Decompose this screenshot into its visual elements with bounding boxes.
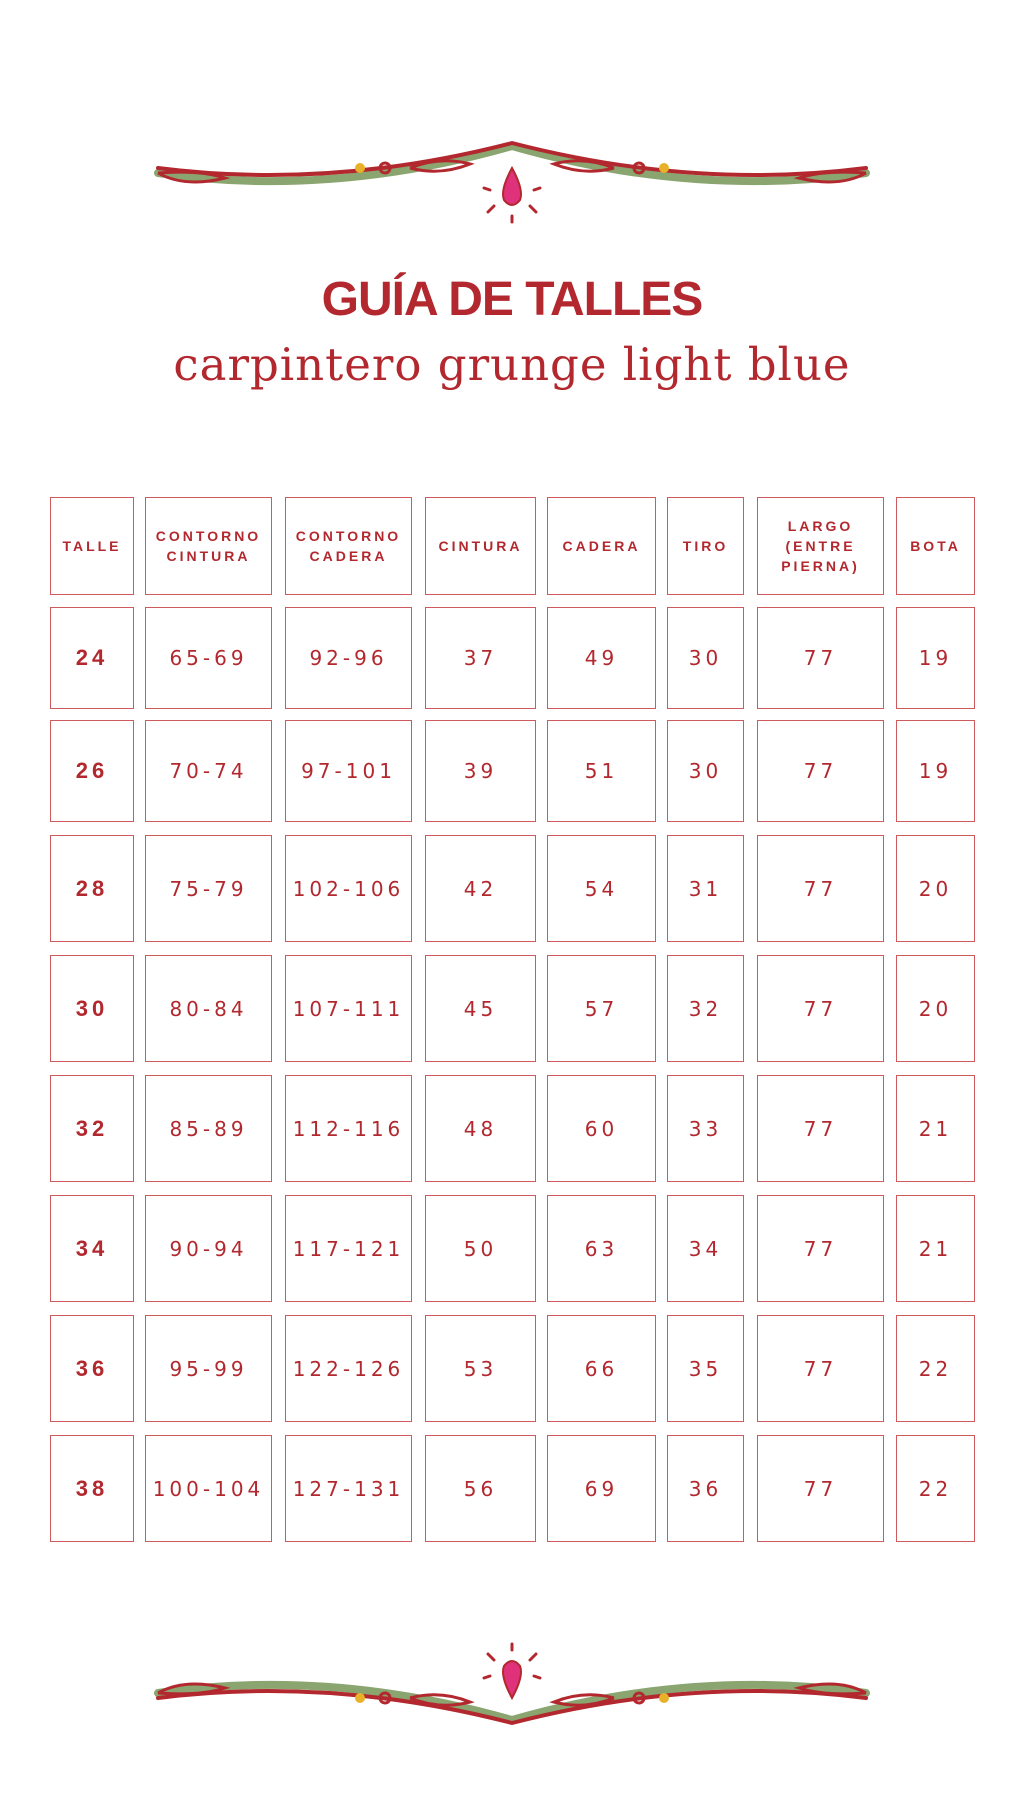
table-cell-cadera: 66: [547, 1315, 656, 1422]
table-cell-cadera: 54: [547, 835, 656, 942]
gem-icon: [484, 1644, 540, 1698]
table-cell-contorno-cadera: 92-96: [285, 607, 412, 709]
header-cell-largo: LARGO (ENTRE PIERNA): [757, 497, 884, 595]
gem-icon: [484, 168, 540, 222]
table-cell-cintura: 53: [425, 1315, 536, 1422]
table-cell-cadera: 63: [547, 1195, 656, 1302]
table-cell-tiro: 36: [667, 1435, 744, 1542]
table-cell-contorno-cadera: 107-111: [285, 955, 412, 1062]
header-cell-bota: BOTA: [896, 497, 975, 595]
table-cell-largo: 77: [757, 1315, 884, 1422]
table-cell-talle: 32: [50, 1075, 134, 1182]
table-cell-bota: 20: [896, 835, 975, 942]
header-cell-contorno-cintura: CONTORNO CINTURA: [145, 497, 272, 595]
table-cell-largo: 77: [757, 607, 884, 709]
table-cell-talle: 24: [50, 607, 134, 709]
table-cell-cintura: 50: [425, 1195, 536, 1302]
page-title: GUÍA DE TALLES: [321, 273, 703, 326]
table-cell-talle: 36: [50, 1315, 134, 1422]
table-cell-largo: 77: [757, 720, 884, 822]
table-cell-contorno-cintura: 80-84: [145, 955, 272, 1062]
table-cell-largo: 77: [757, 1435, 884, 1542]
table-cell-cadera: 49: [547, 607, 656, 709]
table-cell-contorno-cadera: 112-116: [285, 1075, 412, 1182]
table-cell-talle: 30: [50, 955, 134, 1062]
table-cell-contorno-cintura: 65-69: [145, 607, 272, 709]
table-cell-tiro: 30: [667, 720, 744, 822]
header-cell-contorno-cadera: CONTORNO CADERA: [285, 497, 412, 595]
table-cell-largo: 77: [757, 955, 884, 1062]
table-cell-cadera: 60: [547, 1075, 656, 1182]
table-cell-cadera: 69: [547, 1435, 656, 1542]
bottom-ornament: [0, 1628, 1024, 1738]
table-cell-largo: 77: [757, 835, 884, 942]
table-cell-bota: 19: [896, 607, 975, 709]
table-cell-contorno-cadera: 117-121: [285, 1195, 412, 1302]
table-cell-tiro: 31: [667, 835, 744, 942]
table-cell-contorno-cintura: 95-99: [145, 1315, 272, 1422]
table-cell-contorno-cintura: 75-79: [145, 835, 272, 942]
table-cell-cadera: 57: [547, 955, 656, 1062]
table-cell-cintura: 48: [425, 1075, 536, 1182]
header-cell-cintura: CINTURA: [425, 497, 536, 595]
page-subtitle: carpintero grunge light blue: [173, 338, 851, 391]
table-cell-contorno-cadera: 97-101: [285, 720, 412, 822]
table-cell-bota: 22: [896, 1435, 975, 1542]
table-cell-contorno-cintura: 90-94: [145, 1195, 272, 1302]
table-cell-contorno-cintura: 70-74: [145, 720, 272, 822]
table-cell-contorno-cadera: 102-106: [285, 835, 412, 942]
table-cell-bota: 21: [896, 1195, 975, 1302]
table-cell-cadera: 51: [547, 720, 656, 822]
table-cell-bota: 21: [896, 1075, 975, 1182]
header-cell-cadera: CADERA: [547, 497, 656, 595]
table-cell-tiro: 30: [667, 607, 744, 709]
table-cell-tiro: 32: [667, 955, 744, 1062]
table-cell-tiro: 35: [667, 1315, 744, 1422]
table-cell-cintura: 39: [425, 720, 536, 822]
table-cell-cintura: 45: [425, 955, 536, 1062]
header-cell-tiro: TIRO: [667, 497, 744, 595]
table-cell-contorno-cadera: 122-126: [285, 1315, 412, 1422]
table-cell-bota: 22: [896, 1315, 975, 1422]
table-cell-talle: 28: [50, 835, 134, 942]
table-cell-contorno-cadera: 127-131: [285, 1435, 412, 1542]
table-cell-tiro: 34: [667, 1195, 744, 1302]
top-ornament: [0, 128, 1024, 238]
table-cell-cintura: 56: [425, 1435, 536, 1542]
table-cell-bota: 20: [896, 955, 975, 1062]
table-cell-talle: 34: [50, 1195, 134, 1302]
table-cell-contorno-cintura: 85-89: [145, 1075, 272, 1182]
table-cell-tiro: 33: [667, 1075, 744, 1182]
table-cell-talle: 38: [50, 1435, 134, 1542]
table-cell-talle: 26: [50, 720, 134, 822]
header-cell-talle: TALLE: [50, 497, 134, 595]
table-cell-largo: 77: [757, 1195, 884, 1302]
table-cell-cintura: 37: [425, 607, 536, 709]
table-cell-contorno-cintura: 100-104: [145, 1435, 272, 1542]
table-cell-bota: 19: [896, 720, 975, 822]
table-cell-largo: 77: [757, 1075, 884, 1182]
table-cell-cintura: 42: [425, 835, 536, 942]
